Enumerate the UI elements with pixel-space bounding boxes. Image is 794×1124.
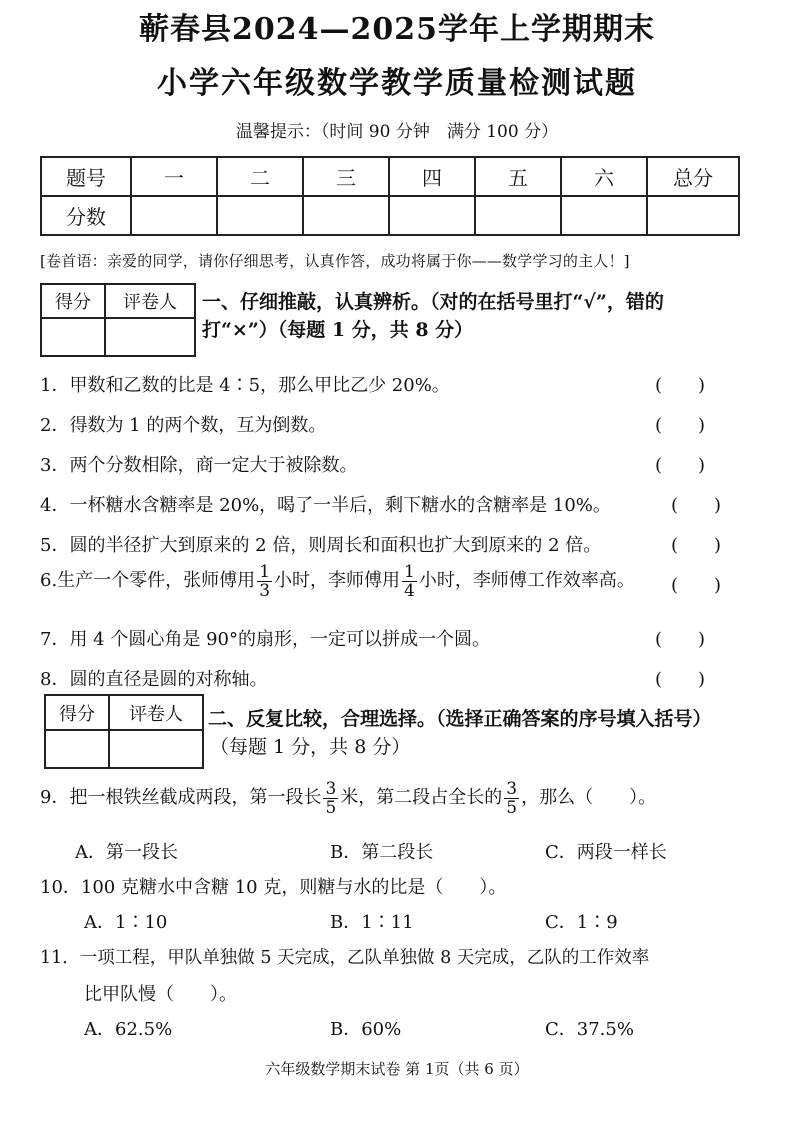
answer-paren-1[interactable]: ( ) [655, 375, 706, 396]
q9-option-b: B．第二段长 [330, 842, 434, 863]
score-table-cell: 总分 [647, 157, 739, 196]
question-9 [40, 778, 656, 818]
score-blank-cell[interactable] [389, 196, 475, 235]
score-table-cell: 三 [303, 157, 389, 196]
question-4: 4．一杯糖水含糖率是 20%，喝了一半后，剩下糖水的含糖率是 10%。 [40, 495, 611, 516]
q9-option-a: A．第一段长 [75, 842, 178, 863]
grader-name-label: 评卷人 [105, 284, 195, 318]
grader-name-blank[interactable] [105, 318, 195, 356]
score-table-cell: 一 [131, 157, 217, 196]
grader-box-section2 [44, 694, 204, 769]
question-6-part1: 6.生产一个零件，张师傅用 [40, 570, 256, 591]
fraction-one-quarter [402, 563, 417, 600]
grader-score-blank[interactable] [45, 730, 109, 768]
answer-paren-7[interactable]: ( ) [655, 629, 706, 650]
fraction-numerator: 3 [325, 778, 337, 799]
score-table [40, 156, 740, 236]
exam-title-line2: 小学六年级数学教学质量检测试题 [157, 66, 637, 101]
answer-paren-2[interactable]: ( ) [655, 415, 706, 436]
score-blank-cell[interactable] [647, 196, 739, 235]
grader-box-section1 [40, 283, 196, 357]
question-3: 3．两个分数相除，商一定大于被除数。 [40, 455, 358, 476]
fraction-numerator: 1 [259, 561, 271, 582]
score-table-cell: 题号 [41, 157, 131, 196]
q10-option-c: C．1∶9 [545, 912, 618, 933]
answer-paren-6[interactable]: ( ) [671, 575, 722, 596]
question-6-part3: 小时，李师傅工作效率高。 [418, 570, 635, 591]
question-9-part3: ，那么（ ）。 [521, 787, 657, 808]
fraction-numerator: 1 [404, 561, 415, 582]
section2-heading-line1: 二、反复比较，合理选择。（选择正确答案的序号填入括号） [208, 708, 712, 730]
grader-name-blank[interactable] [109, 730, 203, 768]
question-5: 5．圆的半径扩大到原来的 2 倍，则周长和面积也扩大到原来的 2 倍。 [40, 535, 602, 556]
score-table-cell: 五 [475, 157, 561, 196]
grader-score-label: 得分 [41, 284, 105, 318]
question-10: 10．100 克糖水中含糖 10 克，则糖与水的比是（ ）。 [40, 877, 507, 898]
score-table-cell: 分数 [41, 196, 131, 235]
score-table-cell: 四 [389, 157, 475, 196]
fraction-denominator: 5 [325, 797, 337, 818]
score-blank-cell[interactable] [303, 196, 389, 235]
fraction-denominator: 3 [259, 580, 271, 601]
fraction-three-fifths [323, 780, 338, 817]
question-7: 7．用 4 个圆心角是 90°的扇形，一定可以拼成一个圆。 [40, 629, 490, 650]
question-2: 2．得数为 1 的两个数，互为倒数。 [40, 415, 327, 436]
question-6 [40, 562, 635, 600]
q11-option-a: A．62.5% [84, 1019, 173, 1040]
question-1: 1．甲数和乙数的比是 4∶5，那么甲比乙少 20%。 [40, 375, 450, 396]
question-11-line2: 比甲队慢（ ）。 [84, 984, 237, 1005]
fraction-three-fifths [504, 780, 519, 817]
question-9-part2: 米，第二段占全长的 [340, 787, 503, 808]
answer-paren-8[interactable]: ( ) [655, 669, 706, 690]
question-11-line1: 11．一项工程，甲队单独做 5 天完成，乙队单独做 8 天完成，乙队的工作效率 [40, 948, 650, 968]
q9-option-c: C．两段一样长 [545, 842, 667, 863]
answer-paren-5[interactable]: ( ) [671, 535, 722, 556]
grader-score-blank[interactable] [41, 318, 105, 356]
grader-score-label: 得分 [45, 695, 109, 730]
question-6-part2: 小时，李师傅用 [274, 570, 401, 591]
q11-option-c: C．37.5% [545, 1019, 634, 1040]
score-blank-cell[interactable] [131, 196, 217, 235]
q11-option-b: B．60% [330, 1019, 402, 1040]
score-blank-cell[interactable] [475, 196, 561, 235]
score-blank-cell[interactable] [561, 196, 647, 235]
score-blank-cell[interactable] [217, 196, 303, 235]
question-8: 8．圆的直径是圆的对称轴。 [40, 669, 268, 690]
page-footer: 六年级数学期末试卷 第 1页（共 6 页） [265, 1060, 529, 1078]
section1-heading-line1: 一、仔细推敲，认真辨析。（对的在括号里打“√”，错的 [202, 291, 664, 313]
question-9-part1: 9．把一根铁丝截成两段，第一段长 [40, 787, 322, 808]
fraction-one-third [257, 563, 272, 600]
fraction-denominator: 4 [404, 580, 415, 601]
q10-option-b: B．1∶11 [330, 912, 414, 933]
fraction-numerator: 3 [506, 778, 518, 799]
score-table-cell: 六 [561, 157, 647, 196]
answer-paren-4[interactable]: ( ) [671, 495, 722, 516]
answer-paren-3[interactable]: ( ) [655, 455, 706, 476]
q10-option-a: A．1∶10 [84, 912, 168, 933]
score-table-cell: 二 [217, 157, 303, 196]
exam-title-line1: 蕲春县2024—2025学年上学期期末 [139, 12, 655, 47]
exam-tip: 温馨提示：（时间 90 分钟 满分 100 分） [235, 122, 559, 142]
score-table-header-row [41, 157, 739, 196]
section1-heading-line2: 打“×”）（每题 1 分，共 8 分） [202, 319, 474, 341]
grader-name-label: 评卷人 [109, 695, 203, 730]
fraction-denominator: 5 [506, 797, 518, 818]
preface-text: [卷首语：亲爱的同学，请你仔细思考，认真作答，成功将属于你——数学学习的主人！] [40, 252, 630, 270]
section2-heading-line2: （每题 1 分，共 8 分） [210, 736, 411, 758]
score-table-score-row [41, 196, 739, 235]
